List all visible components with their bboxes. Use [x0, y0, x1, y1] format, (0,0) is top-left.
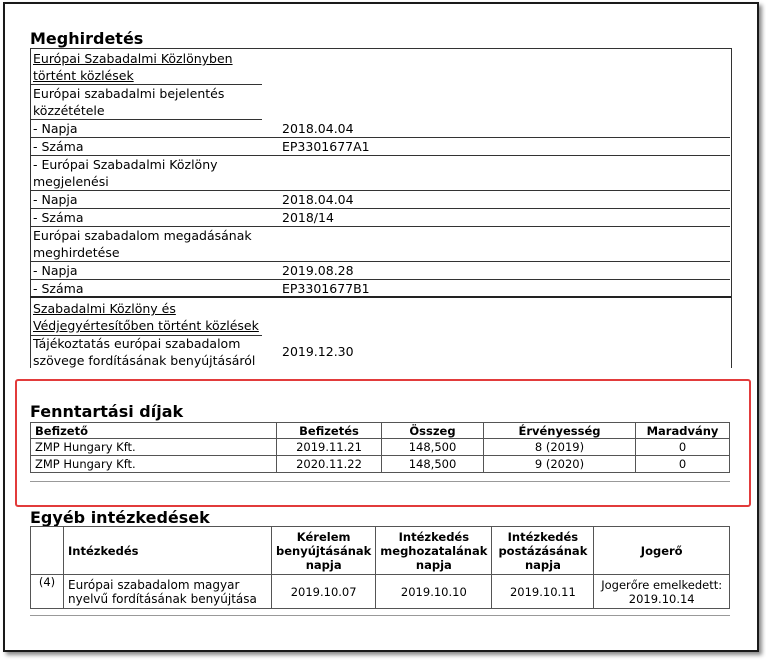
- other-header-request-date: Kérelem benyújtásának napja: [272, 527, 376, 575]
- row-divider: [30, 190, 730, 191]
- fee-payment-date: 2019.11.21: [277, 439, 382, 456]
- bulletin-date-value: 2018.04.04: [282, 192, 354, 207]
- bulletin-number-label: - Száma: [33, 210, 84, 225]
- fee-payer: ZMP Hungary Kft.: [31, 439, 277, 456]
- table-row: [31, 456, 730, 473]
- other-table: [30, 526, 730, 609]
- fees-header-validity: Érvényesség: [484, 423, 636, 439]
- hu-bulletin-link[interactable]: Szabadalmi Közlöny és Védjegyértesítőben történt közlések: [33, 301, 259, 333]
- row-divider: [30, 208, 730, 209]
- bulletin-date-label: - Napja: [33, 192, 78, 207]
- box-left-border: [30, 296, 31, 368]
- other-header-action: Intézkedés: [64, 527, 272, 575]
- fees-title: Fenntartási díjak: [30, 402, 184, 421]
- bulletin-label: - Európai Szabadalmi Közlöny megjelenési: [33, 157, 218, 189]
- announcement-title: Meghirdetés: [30, 29, 144, 48]
- fees-header-amount: Összeg: [382, 423, 484, 439]
- mailing-date: 2019.10.11: [492, 575, 594, 609]
- eu-filing-pub-label: Európai szabadalmi bejelentés közzététele: [33, 86, 225, 118]
- translation-date-value: 2019.12.30: [282, 344, 354, 359]
- table-row: [31, 575, 730, 609]
- request-date: 2019.10.07: [272, 575, 376, 609]
- fee-amount: 148,500: [382, 439, 484, 456]
- filing-number-value: EP3301677A1: [282, 139, 370, 154]
- action-description: Európai szabadalom magyar nyelvű fordításának benyújtása: [64, 575, 272, 609]
- fee-amount: 148,500: [382, 456, 484, 473]
- grant-number-value: EP3301677B1: [282, 281, 370, 296]
- translation-label: Tájékoztatás európai szabadalom szövege fordításának benyújtásáról: [33, 336, 256, 368]
- fee-remainder: 0: [636, 439, 730, 456]
- row-divider: [30, 279, 730, 280]
- grant-date-value: 2019.08.28: [282, 263, 354, 278]
- filing-date-value: 2018.04.04: [282, 121, 354, 136]
- grant-label: Európai szabadalom megadásának meghirdetése: [33, 228, 252, 260]
- fees-header-remainder: Maradvány: [636, 423, 730, 439]
- fee-payer: ZMP Hungary Kft.: [31, 456, 277, 473]
- fee-validity: 9 (2020): [484, 456, 636, 473]
- section-rule: [30, 615, 730, 616]
- table-row: [31, 439, 730, 456]
- action-index: (4): [31, 575, 64, 609]
- fee-validity: 8 (2019): [484, 439, 636, 456]
- filing-date-label: - Napja: [33, 121, 78, 136]
- other-header-finality: Jogerő: [594, 527, 730, 575]
- section-rule: [30, 481, 730, 482]
- other-header-index: [31, 527, 64, 575]
- other-header-decision-date: Intézkedés meghozatalának napja: [376, 527, 492, 575]
- fees-table: [30, 422, 730, 473]
- grant-date-label: - Napja: [33, 263, 78, 278]
- fee-remainder: 0: [636, 456, 730, 473]
- other-header-mailing-date: Intézkedés postázásának napja: [492, 527, 594, 575]
- filing-number-label: - Száma: [33, 139, 84, 154]
- box-right-border: [731, 296, 732, 368]
- row-divider: [30, 261, 730, 262]
- fee-payment-date: 2020.11.22: [277, 456, 382, 473]
- bulletin-number-value: 2018/14: [282, 210, 334, 225]
- decision-date: 2019.10.10: [376, 575, 492, 609]
- section-divider: [30, 296, 731, 298]
- other-title: Egyéb intézkedések: [30, 508, 210, 527]
- eu-bulletin-link[interactable]: Európai Szabadalmi Közlönyben történt közlések: [33, 51, 233, 83]
- fees-header-payment: Befizetés: [277, 423, 382, 439]
- grant-number-label: - Száma: [33, 281, 84, 296]
- fees-header-payer: Befizető: [31, 423, 277, 439]
- row-divider: [30, 137, 730, 138]
- finality-status: Jogerőre emelkedett: 2019.10.14: [594, 575, 730, 609]
